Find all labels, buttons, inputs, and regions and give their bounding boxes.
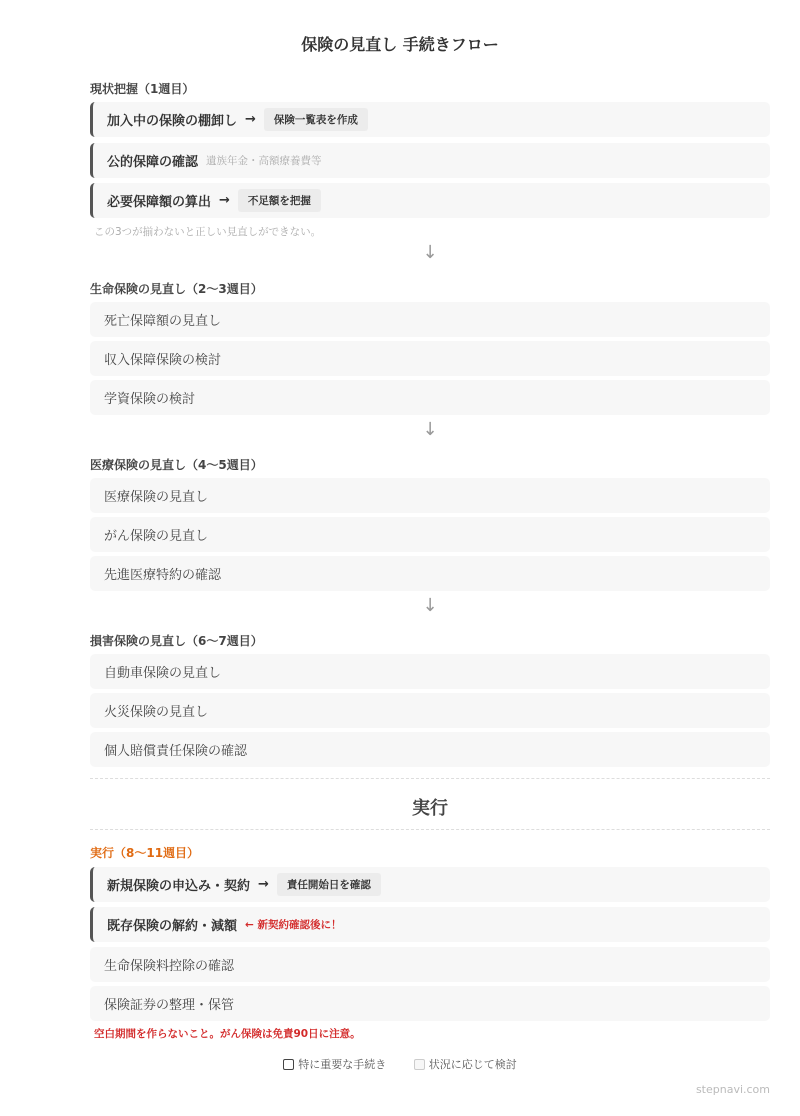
list-item: 火災保険の見直し: [90, 693, 770, 728]
list-item: 医療保険の見直し: [90, 478, 770, 513]
execution-warning-note: 空白期間を作らないこと。がん保険は免責90日に注意。: [94, 1028, 361, 1040]
step-tag: 責任開始日を確認: [277, 873, 381, 896]
down-arrow-icon: ↓: [422, 242, 438, 263]
divider: [90, 778, 770, 779]
brand-footer: stepnavi.com: [695, 1083, 770, 1096]
legend-important-swatch-icon: [283, 1059, 294, 1070]
list-item: がん保険の見直し: [90, 517, 770, 552]
list-item: 先進医療特約の確認: [90, 556, 770, 591]
list-item: 死亡保障額の見直し: [90, 302, 770, 337]
legend-important-label: 特に重要な手続き: [298, 1058, 387, 1071]
divider: [90, 829, 770, 830]
legend-important: [283, 1056, 386, 1072]
section-label-life-insurance: 生命保険の見直し（2〜3週目）: [90, 282, 263, 296]
section-label-current-status: 現状把握（1週目）: [90, 82, 195, 96]
right-arrow-icon: →: [258, 877, 269, 892]
step-text: 公的保障の確認: [107, 155, 199, 170]
legend: [0, 1056, 800, 1073]
step-text: 既存保険の解約・減額: [107, 919, 238, 934]
step-text: 加入中の保険の棚卸し: [107, 114, 238, 129]
list-item: 個人賠償責任保険の確認: [90, 732, 770, 767]
section-label-property-insurance: 損害保険の見直し（6〜7週目）: [90, 634, 263, 648]
section-note: この3つが揃わないと正しい見直しができない。: [94, 226, 322, 238]
step-text: 必要保障額の算出: [107, 195, 212, 210]
warning-text: ← 新契約確認後に！: [245, 919, 342, 931]
step-tag: 保険一覧表を作成: [264, 108, 368, 131]
section-label-execution: 実行（8〜11週目）: [90, 846, 200, 860]
right-arrow-icon: →: [245, 112, 256, 127]
step-inventory: [90, 102, 770, 137]
page-title: 保険の見直し 手続きフロー: [301, 35, 499, 54]
legend-optional: [414, 1056, 517, 1072]
execution-heading: 実行: [412, 798, 448, 819]
list-item: 学資保険の検討: [90, 380, 770, 415]
step-text: 新規保険の申込み・契約: [107, 879, 251, 894]
list-item: 生命保険料控除の確認: [90, 947, 770, 982]
step-new-contract: [90, 867, 770, 902]
legend-optional-label: 状況に応じて検討: [428, 1058, 517, 1071]
step-subtext: 遺族年金・高額療養費等: [206, 155, 322, 167]
list-item: 収入保障保険の検討: [90, 341, 770, 376]
step-tag: 不足額を把握: [238, 189, 321, 212]
right-arrow-icon: →: [219, 193, 230, 208]
step-required-coverage: [90, 183, 770, 218]
down-arrow-icon: ↓: [422, 595, 438, 616]
list-item: 自動車保険の見直し: [90, 654, 770, 689]
down-arrow-icon: ↓: [422, 419, 438, 440]
legend-optional-swatch-icon: [414, 1059, 425, 1070]
section-label-medical-insurance: 医療保険の見直し（4〜5週目）: [90, 458, 263, 472]
step-cancel-existing: [90, 907, 770, 942]
step-public-coverage: [90, 143, 770, 178]
list-item: 保険証券の整理・保管: [90, 986, 770, 1021]
